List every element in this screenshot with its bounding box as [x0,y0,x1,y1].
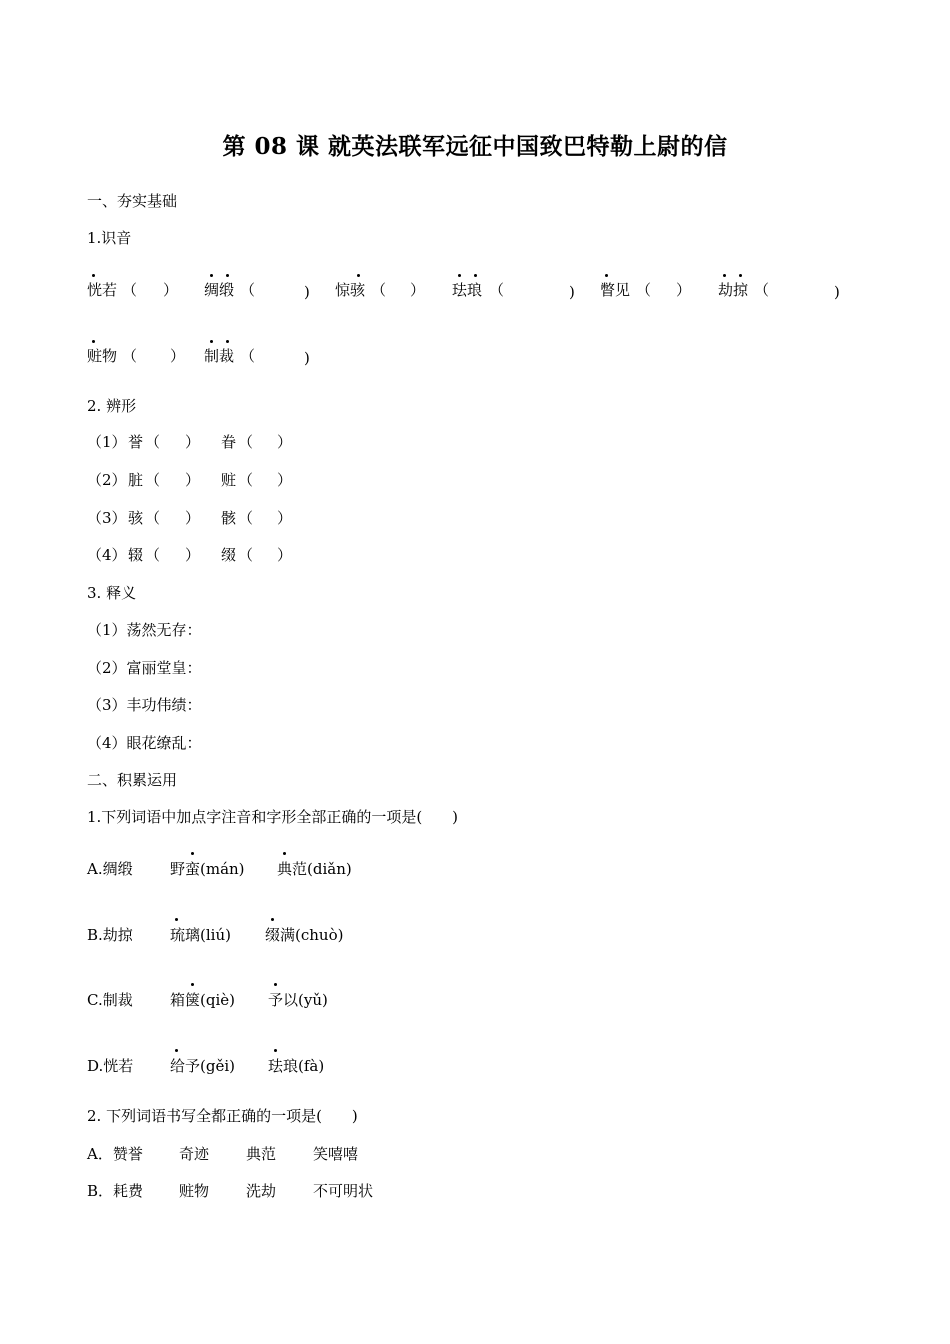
item-number: （2） [87,471,127,489]
option-word: 典范(diǎn) [277,860,352,878]
option-word: 野蛮(mán) [170,860,245,878]
close-paren: ) [304,349,310,367]
close-paren: ） [410,281,426,299]
section-heading-basics: 一、夯实基础 [87,192,178,210]
character: 赃 [221,471,237,489]
word: 劫掠 [718,281,749,299]
word: 制裁 [204,347,235,365]
option-word: 珐琅(fà) [268,1057,325,1075]
item-number: （3） [87,509,127,527]
close-paren: ) [304,283,310,301]
item-number: （4） [87,546,127,564]
meaning-item: （3）丰功伟绩： [87,696,202,714]
emphasis-dot [357,274,360,277]
character: 骸 [221,509,237,527]
option-word: 洗劫 [246,1182,277,1200]
emphasis-dot [191,852,194,855]
character: 辍 [128,546,144,564]
open-paren: （ [238,509,254,527]
option-word: 予以(yǔ) [268,991,328,1009]
option-word: 笑嘻嘻 [313,1145,359,1163]
mc-question-2: 2. 下列词语书写全都正确的一项是( ) [87,1107,358,1125]
emphasis-dot [458,274,461,277]
meaning-item: （4）眼花缭乱： [87,734,202,752]
close-paren: ) [569,283,575,301]
open-paren: （ [238,546,254,564]
option-word: 赃物 [179,1182,210,1200]
open-paren: （ [122,347,138,365]
question-heading-meaning: 3. 释义 [87,584,137,602]
word: 瞥见 [600,281,631,299]
close-paren: ） [185,471,201,489]
option-label: B.劫掠 [87,926,133,944]
close-paren: ） [185,509,201,527]
close-paren: ) [834,283,840,301]
emphasis-dot [226,274,229,277]
open-paren: （ [240,281,256,299]
page-title: 第 08 课 就英法联军远征中国致巴特勒上尉的信 [222,133,728,160]
emphasis-dot [92,274,95,277]
option-word: 典范 [246,1145,277,1163]
character: 眷 [221,433,237,451]
question-heading-pronunciation: 1.识音 [87,229,132,247]
open-paren: （ [145,546,161,564]
emphasis-dot [226,340,229,343]
word: 恍若 [87,281,118,299]
emphasis-dot [191,983,194,986]
close-paren: ） [676,281,692,299]
close-paren: ） [277,509,293,527]
open-paren: （ [754,281,770,299]
emphasis-dot [739,274,742,277]
open-paren: （ [145,433,161,451]
open-paren: （ [371,281,387,299]
meaning-item: （2）富丽堂皇： [87,659,202,677]
open-paren: （ [238,433,254,451]
open-paren: （ [238,471,254,489]
option-word: 琉璃(liú) [170,926,231,944]
meaning-item: （1）荡然无存： [87,621,202,639]
open-paren: （ [145,509,161,527]
emphasis-dot [605,274,608,277]
character: 缀 [221,546,237,564]
open-paren: （ [636,281,652,299]
emphasis-dot [210,340,213,343]
emphasis-dot [92,340,95,343]
close-paren: ） [185,433,201,451]
option-word: 给予(gěi) [170,1057,235,1075]
emphasis-dot [283,852,286,855]
close-paren: ） [163,281,179,299]
character: 骇 [128,509,144,527]
option-word: 不可明状 [313,1182,374,1200]
character: 誉 [128,433,144,451]
emphasis-dot [271,918,274,921]
item-number: （1） [87,433,127,451]
word: 绸缎 [204,281,235,299]
section-heading-application: 二、积累运用 [87,771,178,789]
word: 惊骇 [335,281,366,299]
option-word: 缀满(chuò) [265,926,344,944]
option-word: 奇迹 [179,1145,210,1163]
option-label: B．耗费 [87,1182,144,1200]
close-paren: ） [277,471,293,489]
emphasis-dot [175,1049,178,1052]
mc-question-1: 1.下列词语中加点字注音和字形全部正确的一项是( ) [87,808,459,826]
close-paren: ） [170,347,186,365]
question-heading-shape: 2. 辨形 [87,397,137,415]
emphasis-dot [474,274,477,277]
emphasis-dot [723,274,726,277]
close-paren: ） [277,433,293,451]
emphasis-dot [274,983,277,986]
close-paren: ） [185,546,201,564]
emphasis-dot [210,274,213,277]
word: 珐琅 [452,281,483,299]
option-label: D.恍若 [87,1057,134,1075]
character: 脏 [128,471,144,489]
option-label: C.制裁 [87,991,133,1009]
open-paren: （ [489,281,505,299]
open-paren: （ [240,347,256,365]
option-word: 箱箧(qiè) [170,991,235,1009]
option-label: A.绸缎 [87,860,133,878]
emphasis-dot [175,918,178,921]
open-paren: （ [122,281,138,299]
word: 赃物 [87,347,118,365]
option-label: A．赞誉 [87,1145,143,1163]
close-paren: ） [277,546,293,564]
open-paren: （ [145,471,161,489]
emphasis-dot [274,1049,277,1052]
